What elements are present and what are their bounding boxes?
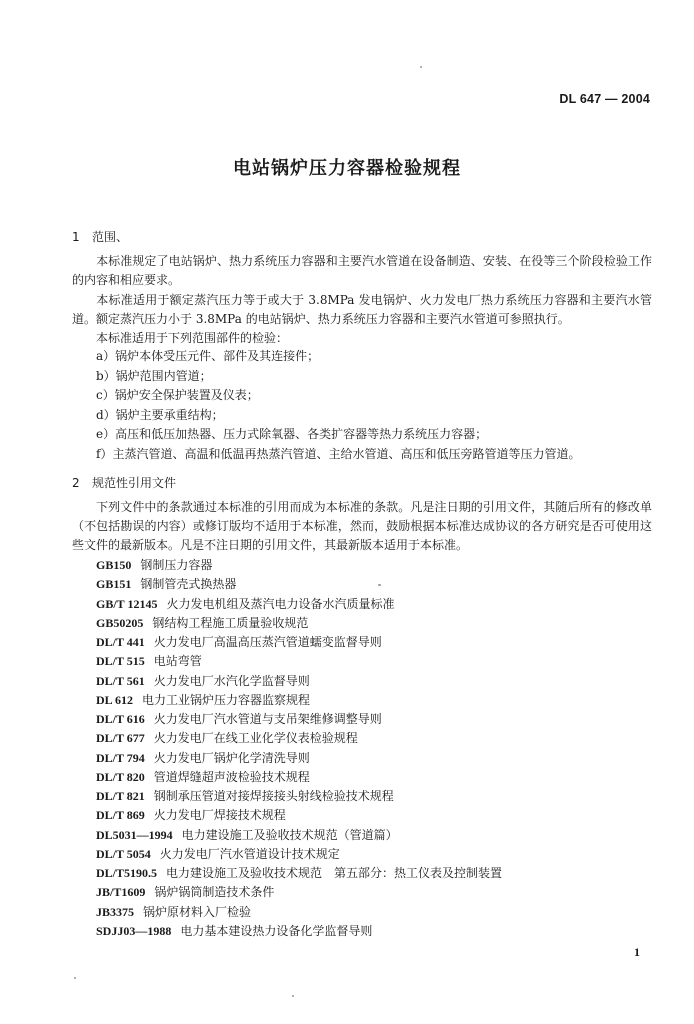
scan-speck (292, 995, 294, 997)
list-item: c）锅炉安全保护装置及仪表； (96, 388, 259, 403)
list-item: DL/T 820 管道焊缝超声波检验技术规程 (96, 769, 310, 784)
list-item: JB3375 锅炉原材料入厂检验 (96, 904, 252, 919)
list-item: DL/T 821 钢制承压管道对接焊接接头射线检验技术规程 (96, 789, 394, 803)
list-item: GB50205 钢结构工程施工质量验收规范 (96, 615, 309, 630)
list-item: DL/T 677 火力发电厂在线工业化学仪表检验规程 (96, 731, 358, 746)
section-2-heading (72, 474, 176, 491)
standard-code: DL 647 — 2004 (559, 92, 650, 106)
list-item: DL/T 5054 火力发电厂汽水管道设计技术规定 (96, 846, 340, 861)
section-1-title: 范围、 (92, 230, 129, 244)
list-item: DL/T 869 火力发电厂焊接技术规程 (96, 808, 286, 823)
section-1-number: 1 (72, 230, 80, 244)
list-item: DL/T 794 火力发电厂锅炉化学清洗导则 (96, 750, 310, 765)
list-item: DL/T5190.5 电力建设施工及验收技术规范 第五部分：热工仪表及控制装置 (96, 866, 503, 880)
list-item: GB/T 12145 火力发电机组及蒸汽电力设备水汽质量标准 (96, 596, 395, 611)
section-2-number: 2 (72, 476, 80, 490)
list-item: e）高压和低压加热器、压力式除氧器、各类扩容器等热力系统压力容器； (96, 427, 488, 442)
reference-list (96, 556, 502, 941)
section-1-paragraph-3: 本标准适用于下列范围部件的检验： (96, 331, 289, 345)
list-item: a）锅炉本体受压元件、部件及其连接件； (96, 349, 320, 363)
list-item: SDJJ03—1988 电力基本建设热力设备化学监督导则 (96, 923, 373, 938)
list-item: DL/T 515 电站弯管 (96, 654, 202, 669)
list-item: DL/T 616 火力发电厂汽水管道与支吊架维修调整导则 (96, 712, 382, 726)
list-item: d）锅炉主要承重结构； (96, 407, 224, 422)
list-item: DL/T 561 火力发电厂水汽化学监督导则 (96, 673, 310, 688)
list-item: DL 612 电力工业锅炉压力容器监察规程 (96, 692, 311, 707)
scan-speck (378, 584, 381, 586)
list-item: GB151 钢制管壳式换热器 (96, 577, 237, 592)
scan-speck (420, 66, 422, 68)
list-item: f）主蒸汽管道、高温和低温再热蒸汽管道、主给水管道、高压和低压旁路管道等压力管道。 (96, 446, 581, 461)
list-item: DL/T 441 火力发电厂高温高压蒸汽管道蠕变监督导则 (96, 635, 382, 649)
scope-list (96, 347, 580, 465)
section-2-title: 规范性引用文件 (92, 476, 177, 490)
list-item: GB150 钢制压力容器 (96, 558, 213, 572)
section-2-paragraph-1: 下列文件中的条款通过本标准的引用而成为本标准的条款。凡是注日期的引用文件，其随后所有的修改单（不包括勘误的内容）或修订版均不适用于本标准，然而，鼓励根据本标准达成协议的各方研究是否可使用这些文件的最新版本。凡是不注日期的引用文件，其最新版本适用于本标准。 (72, 500, 652, 552)
section-1-paragraph-2: 本标准适用于额定蒸汽压力等于或大于 3.8MPa 发电锅炉、火力发电厂热力系统压力容器和主要汽水管道。额定蒸汽压力小于 3.8MPa 的电站锅炉、热力系统压力容器和主要汽水管道可参照执行。 (72, 293, 652, 326)
list-item: JB/T1609 锅炉锅筒制造技术条件 (96, 885, 275, 900)
section-1-heading (72, 228, 128, 245)
page-number: 1 (634, 945, 640, 959)
list-item: DL5031—1994 电力建设施工及验收技术规范（管道篇） (96, 827, 398, 842)
section-1-paragraph-1: 本标准规定了电站锅炉、热力系统压力容器和主要汽水管道在设备制造、安装、在役等三个阶段检验工作的内容和相应要求。 (72, 254, 652, 287)
document-title: 电站锅炉压力容器检验规程 (233, 158, 461, 179)
scan-speck (74, 977, 76, 979)
list-item: b）锅炉范围内管道； (96, 368, 212, 383)
